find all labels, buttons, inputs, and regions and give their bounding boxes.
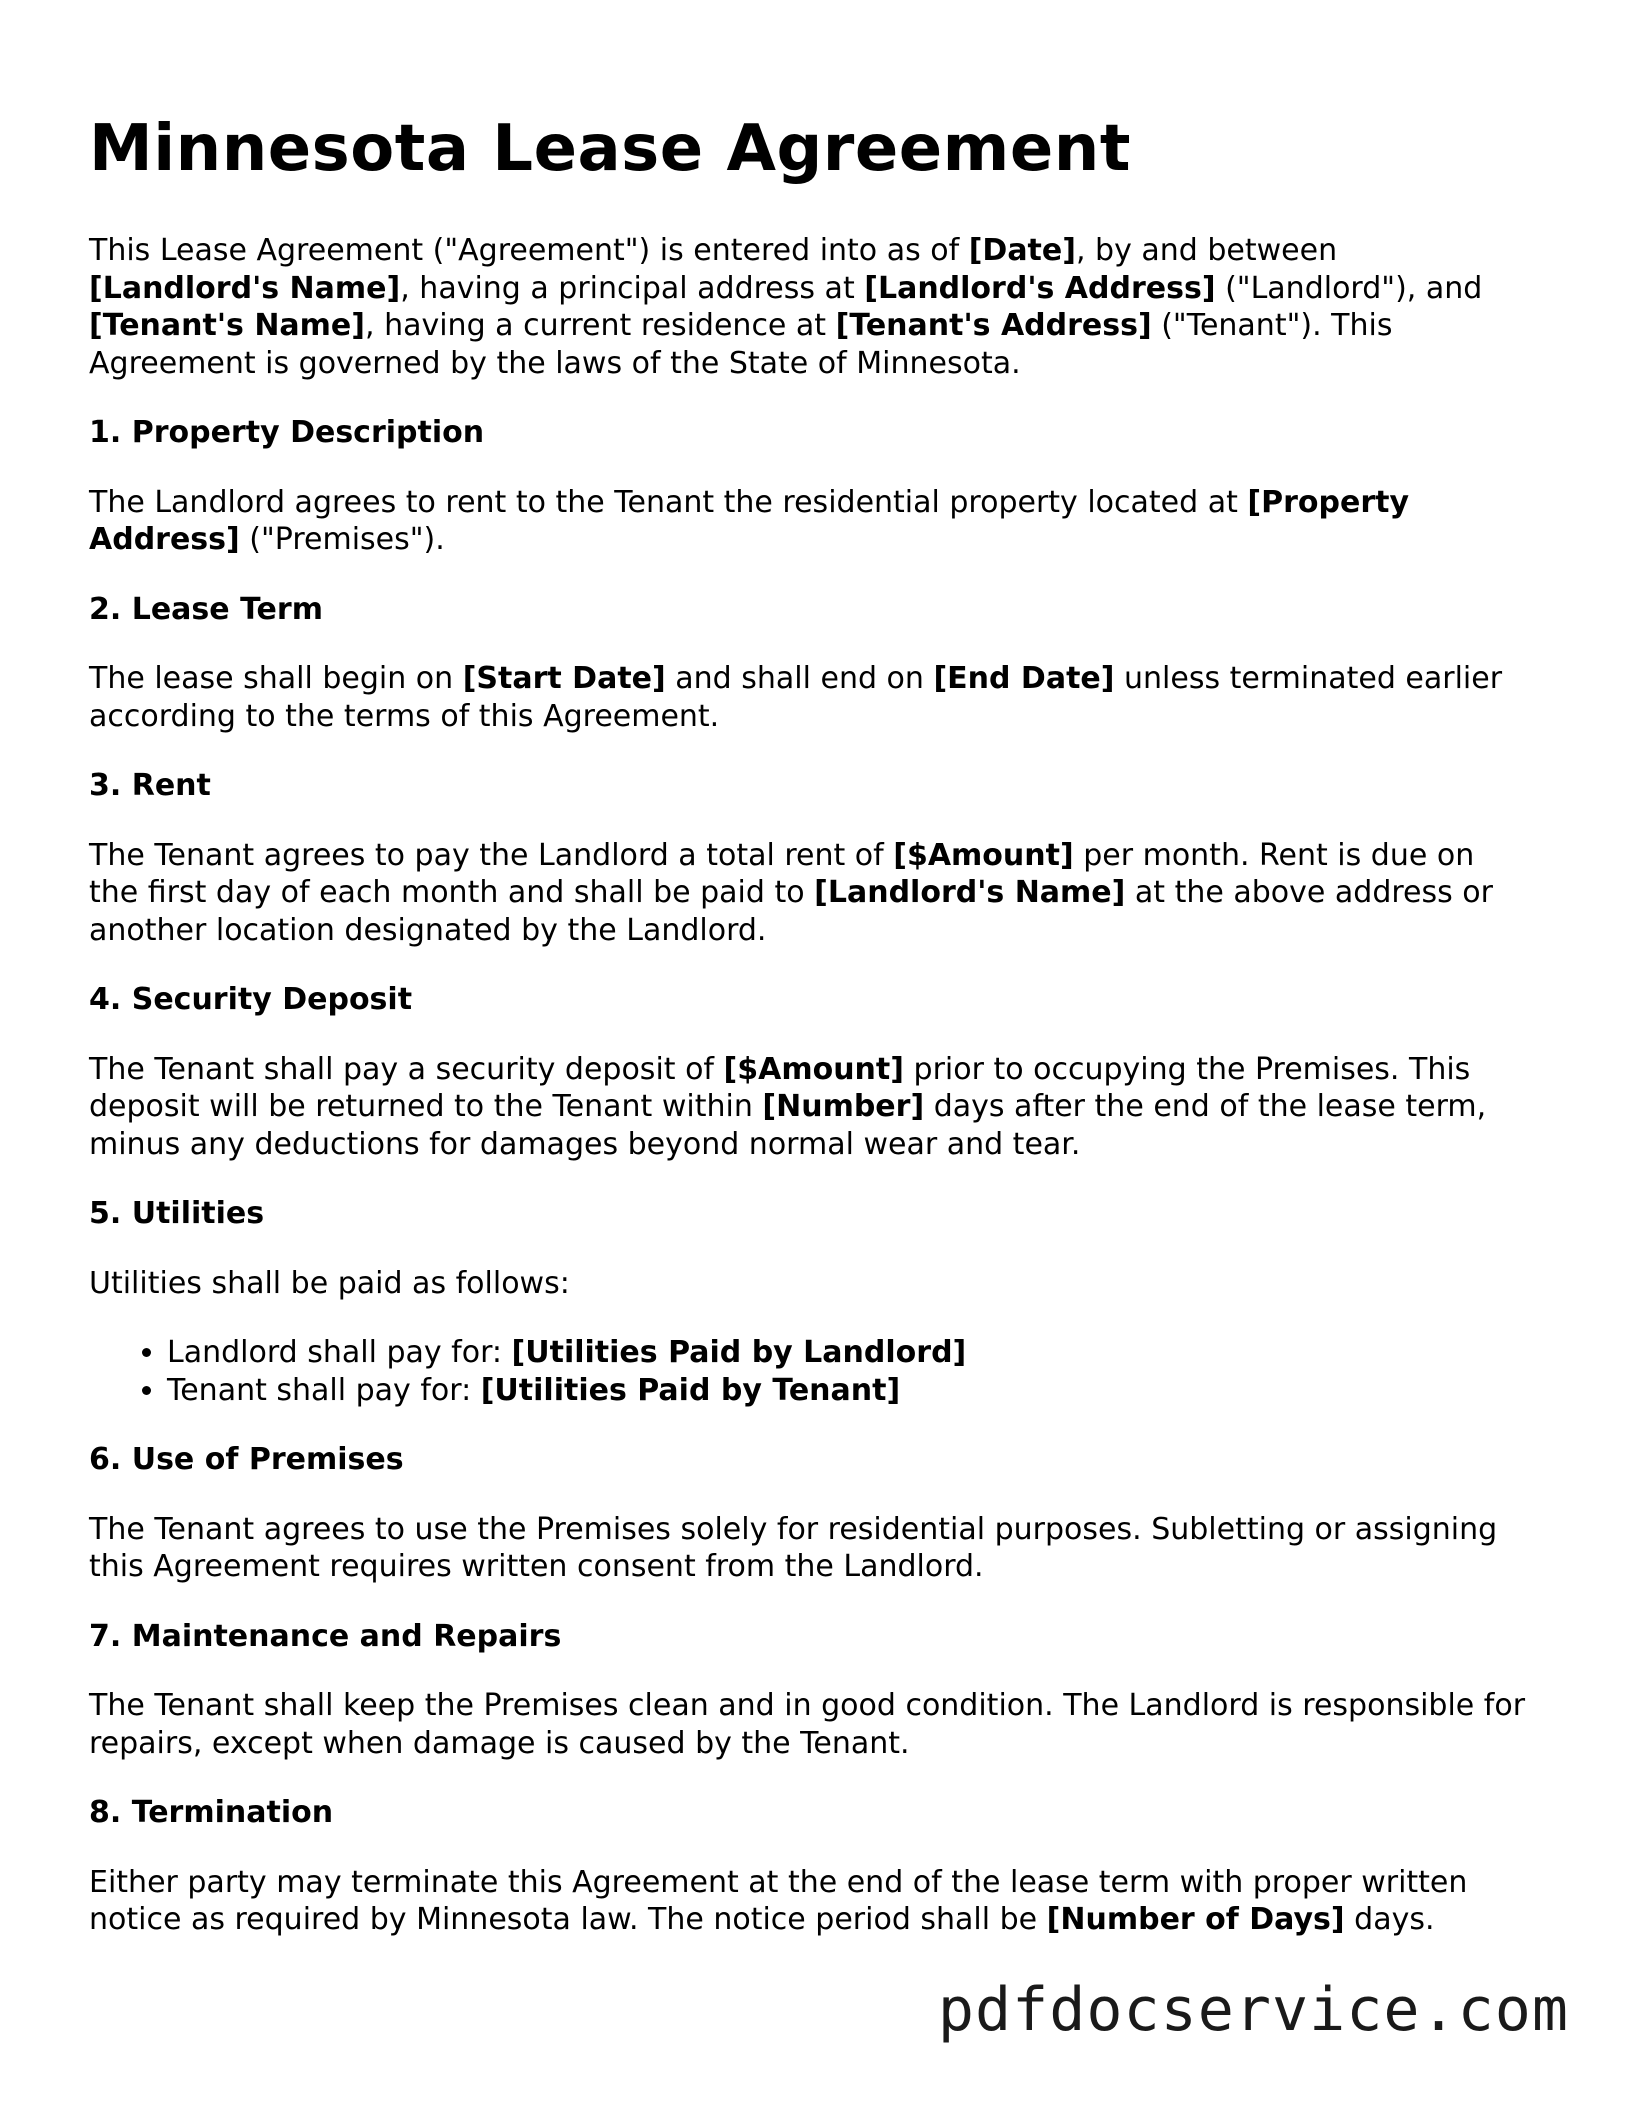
section-heading-termination: 8. Termination [89,1795,334,1830]
use-paragraph: The Tenant agrees to use the Premises solely for residential purposes. Subletting or assigning this Agreement requires written consent from the Landlord. [89,1511,1498,1584]
tenant-address-placeholder: [Tenant's Address] [835,308,1152,343]
section-heading-use: 6. Use of Premises [89,1442,404,1477]
rent-text: per month. Rent is due on the first day of each month and shall be paid to [89,837,1475,910]
property-text: ("Premises"). [239,522,445,557]
section-heading-deposit: 4. Security Deposit [89,982,413,1017]
intro-text: , having a current residence at [365,308,836,343]
landlord-address-placeholder: [Landlord's Address] [864,270,1216,306]
deposit-paragraph [89,1051,1529,1164]
lease-term-text: unless terminated earlier according to the terms of this Agreement. [89,661,1503,734]
intro-paragraph [89,232,1529,382]
landlord-name-placeholder: [Landlord's Name] [89,270,401,306]
rent-text: The Tenant agrees to pay the Landlord a total rent of [89,837,894,873]
utilities-tenant-label: Tenant shall pay for: [167,1372,481,1408]
termination-text: Either party may terminate this Agreement at the end of the lease term with proper written notice as required by Minnesota law. The notice period shall be [89,1864,1468,1937]
deposit-text: days after the end of the lease term, minus any deductions for damages beyond normal wear and tear. [89,1089,1487,1162]
rent-paragraph [89,837,1529,950]
termination-text: days. [1344,1902,1435,1937]
rent-landlord-name-placeholder: [Landlord's Name] [814,875,1126,910]
lease-term-text: and shall end on [665,661,934,696]
section-heading-property: 1. Property Description [89,415,485,450]
deposit-amount-placeholder: [$Amount] [723,1051,904,1087]
maintenance-paragraph: The Tenant shall keep the Premises clean and in good condition. The Landlord is responsible for repairs, except when damage is caused by the Tenant. [89,1688,1526,1761]
document-body [89,232,1529,1971]
list-item [167,1334,1529,1372]
date-placeholder: [Date] [968,233,1076,268]
rent-text: at the above address or another location designated by the Landlord. [89,875,1493,948]
termination-paragraph [89,1864,1529,1939]
start-date-placeholder: [Start Date] [462,661,666,696]
intro-text: ("Tenant"). This Agreement is governed by the laws of the State of Minnesota. [89,308,1393,381]
property-text: The Landlord agrees to rent to the Tenant the residential property located at [89,484,1248,520]
section-heading-utilities: 5. Utilities [89,1196,265,1231]
intro-text: , by and between [1075,233,1338,268]
end-date-placeholder: [End Date] [933,661,1115,696]
list-item [167,1372,1529,1410]
section-heading-lease-term: 2. Lease Term [89,591,323,627]
document-title: Minnesota Lease Agreement [89,112,1131,186]
intro-text: This Lease Agreement ("Agreement") is entered into as of [89,233,969,268]
intro-text: ("Landlord"), and [1215,270,1483,306]
watermark: pdfdocservice.com [937,1975,1569,2045]
section-heading-rent: 3. Rent [89,768,211,803]
lease-term-paragraph [89,660,1529,735]
notice-days-placeholder: [Number of Days] [1046,1902,1345,1937]
property-address-placeholder: [Property Address] [89,484,1410,557]
utilities-tenant-placeholder: [Utilities Paid by Tenant] [480,1372,901,1408]
tenant-name-placeholder: [Tenant's Name] [89,308,365,343]
deposit-text: The Tenant shall pay a security deposit of [89,1051,724,1087]
lease-term-text: The lease shall begin on [89,661,463,696]
deposit-days-placeholder: [Number] [762,1089,925,1124]
rent-amount-placeholder: [$Amount] [893,837,1074,873]
section-heading-maintenance: 7. Maintenance and Repairs [89,1618,562,1654]
property-paragraph [89,484,1529,559]
utilities-intro: Utilities shall be paid as follows: [89,1265,570,1301]
utilities-landlord-label: Landlord shall pay for: [167,1335,512,1370]
deposit-text: prior to occupying the Premises. This deposit will be returned to the Tenant within [89,1051,1471,1124]
intro-text: , having a principal address at [400,270,865,306]
utilities-list [89,1334,1529,1409]
utilities-landlord-placeholder: [Utilities Paid by Landlord] [511,1335,967,1370]
